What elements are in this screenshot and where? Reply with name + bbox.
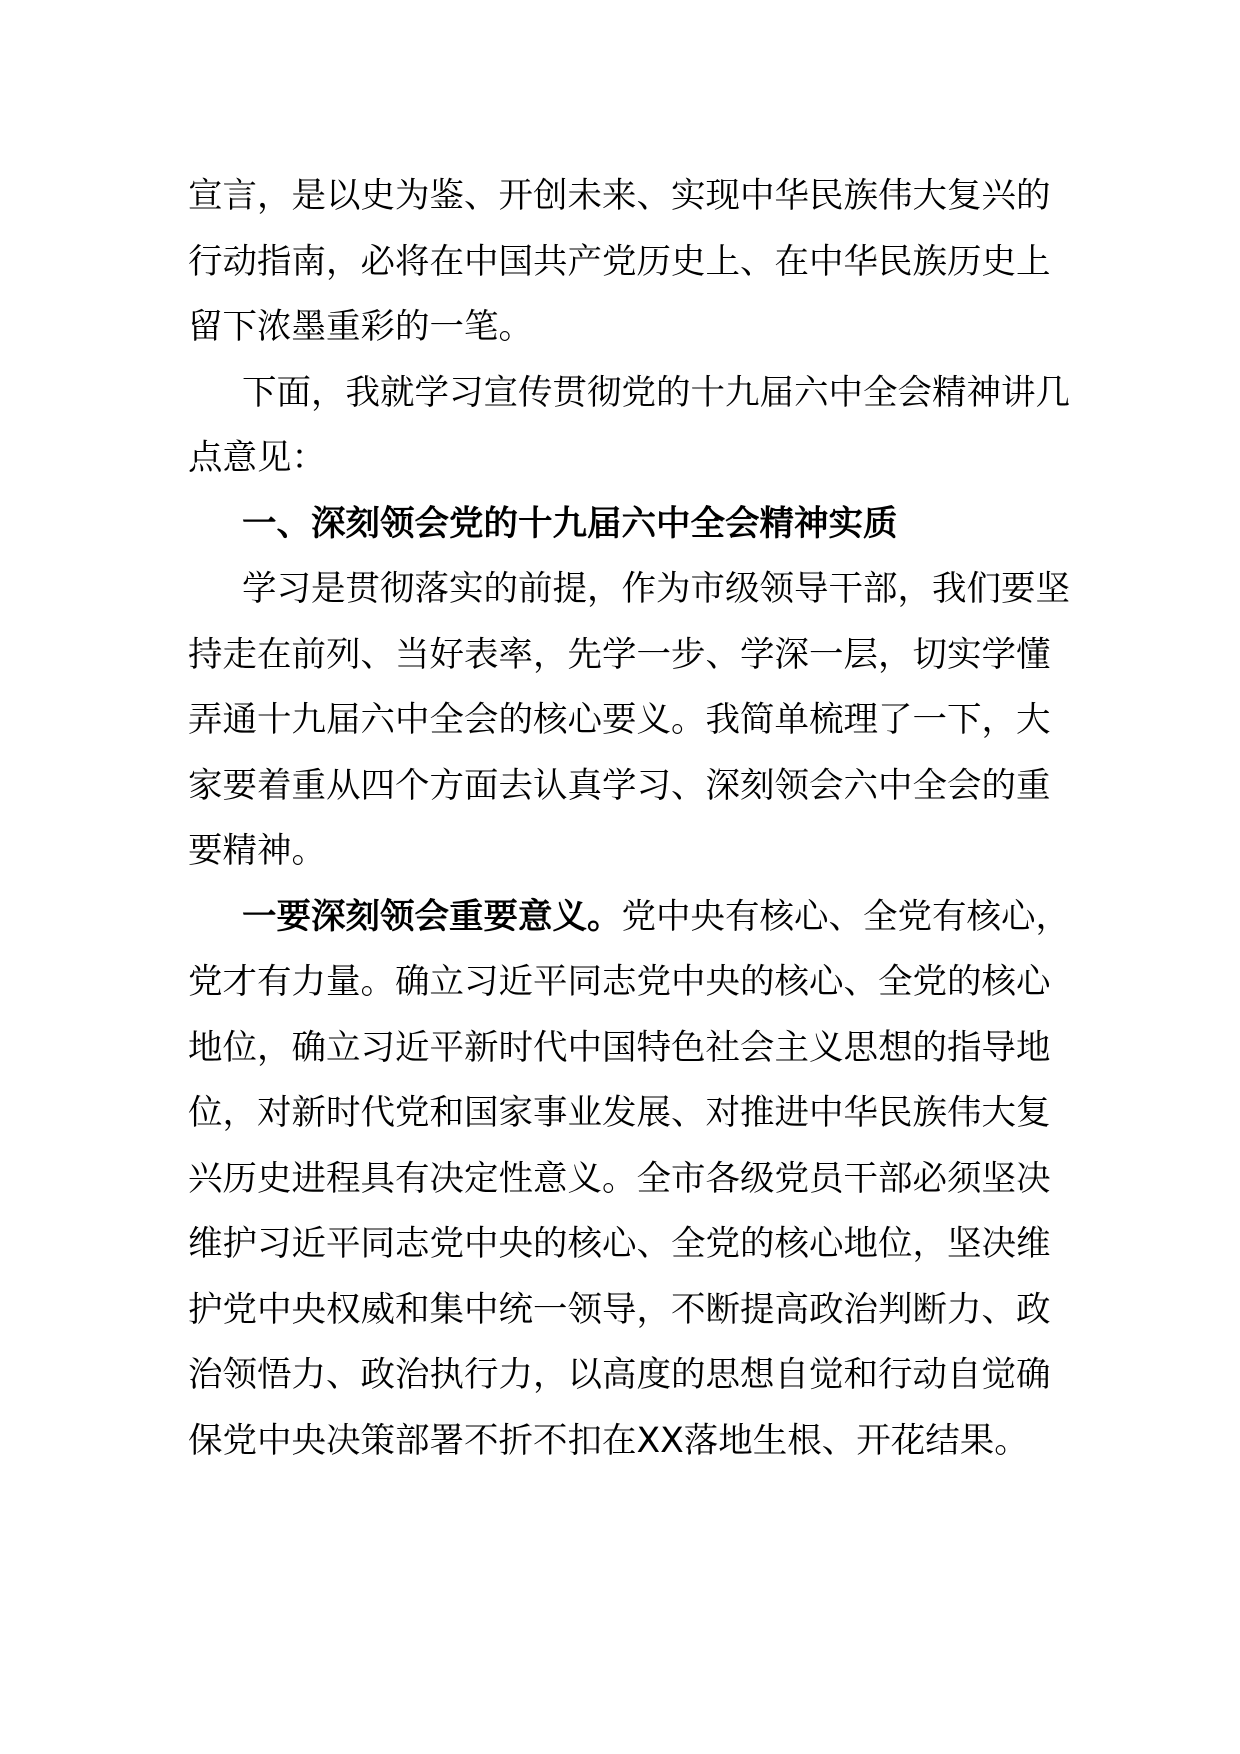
paragraph-study [188, 557, 1070, 885]
text-line: 下面，我就学习宣传贯彻党的十九届六中全会精神讲几 [242, 372, 1070, 413]
text-line: 要精神。 [188, 831, 326, 871]
text-line: 保党中央决策部署不折不扣在XX落地生根、开花结果。 [188, 1420, 1029, 1461]
text-line: 点意见： [188, 438, 326, 478]
section-heading [188, 492, 1048, 558]
text-line: 学习是贯彻落实的前提，作为市级领导干部，我们要坚 [242, 569, 1070, 609]
text-line: 行动指南，必将在中国共产党历史上、在中华民族历史上 [188, 241, 1051, 282]
text-line: 持走在前列、当好表率，先学一步、学深一层，切实学懂 [188, 634, 1051, 675]
text-line: 治领悟力、政治执行力，以高度的思想自觉和行动自觉确 [188, 1355, 1051, 1395]
document-body [188, 164, 1070, 1474]
paragraph-declaration [188, 164, 1051, 361]
text-line: 兴历史进程具有决定性意义。全市各级党员干部必须坚决 [188, 1158, 1051, 1199]
text-line: 家要着重从四个方面去认真学习、深刻领会六中全会的重 [188, 765, 1051, 806]
bold-lead-text: 一要深刻领会重要意义。 [242, 896, 622, 937]
text-line: 维护习近平同志党中央的核心、全党的核心地位，坚决维 [188, 1224, 1051, 1264]
heading-text: 一、深刻领会党的十九届六中全会精神实质 [242, 503, 898, 544]
text-line: 弄通十九届六中全会的核心要义。我简单梳理了一下，大 [188, 700, 1051, 740]
paragraph-significance [188, 885, 1070, 1475]
text-line: 位，对新时代党和国家事业发展、对推进中华民族伟大复 [188, 1093, 1051, 1133]
text-line: 宣言，是以史为鉴、开创未来、实现中华民族伟大复兴的 [188, 176, 1051, 216]
text-run: 党中央有核心、全党有核心， [621, 896, 1070, 937]
text-line: 地位，确立习近平新时代中国特色社会主义思想的指导地 [188, 1027, 1051, 1068]
text-line: 留下浓墨重彩的一笔。 [188, 307, 533, 347]
text-line: 护党中央权威和集中统一领导，不断提高政治判断力、政 [188, 1289, 1051, 1330]
text-line [188, 885, 1070, 951]
text-line: 党才有力量。确立习近平同志党中央的核心、全党的核心 [188, 962, 1051, 1002]
paragraph-opinions-intro [188, 361, 1070, 492]
